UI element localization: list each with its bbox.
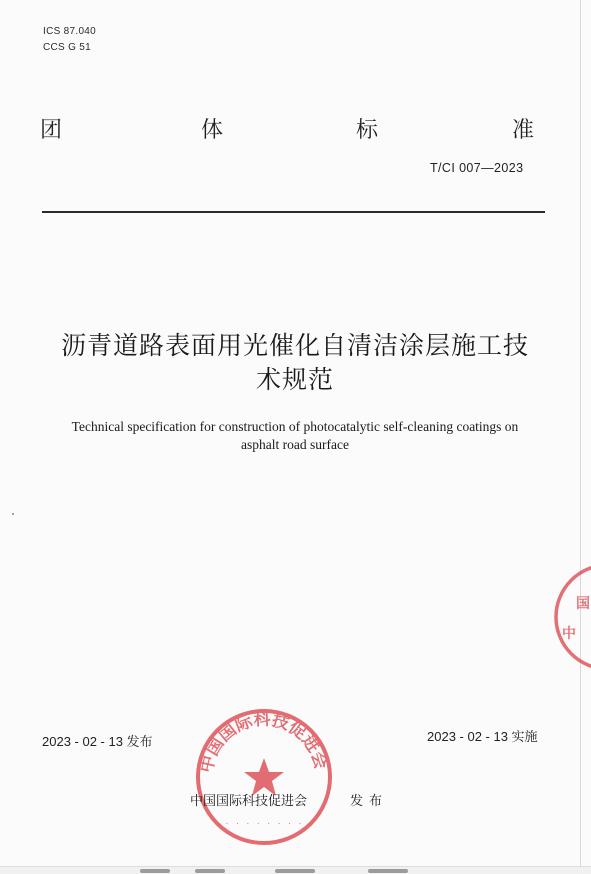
english-title (40, 418, 550, 454)
english-title-line: asphalt road surface (241, 437, 349, 452)
svg-text:国: 国 (576, 596, 590, 612)
implementation-date: 2023 - 02 - 13 实施 (427, 729, 538, 744)
official-seal-icon (193, 706, 335, 848)
category-char: 体 (201, 118, 224, 143)
seal-text: 中国国际科技促进会 (196, 709, 331, 775)
scan-page-edge (580, 0, 581, 874)
category-char: 标 (356, 118, 379, 143)
issue-date: 2023 - 02 - 13 发布 (42, 734, 153, 749)
standard-number: T/CI 007—2023 (430, 161, 524, 175)
svg-text:· · · · · · · · · ·: · · · · · · · · · · (214, 820, 314, 828)
ics-code: ICS 87.040 (43, 26, 97, 37)
category-char: 团 (40, 118, 63, 143)
standard-category (40, 113, 540, 143)
edge-seal-icon (548, 560, 591, 675)
chinese-title (40, 329, 550, 397)
svg-text:中: 中 (562, 626, 576, 642)
category-char: 准 (512, 118, 535, 143)
chinese-title-line: 术规范 (255, 365, 334, 394)
issue-label: 发布 (350, 794, 389, 809)
scan-speck (12, 513, 14, 515)
ccs-code: CCS G 51 (43, 42, 91, 53)
classification-codes (43, 24, 96, 56)
scan-bottom-strip (0, 866, 591, 874)
header-divider (42, 211, 545, 213)
chinese-title-line: 沥青道路表面用光催化自清洁涂层施工技 (60, 331, 529, 360)
issuing-organization: 中国国际科技促进会 (190, 794, 308, 809)
english-title-line: Technical specification for construction of photocatalytic self-cleaning coatings on (71, 419, 519, 434)
